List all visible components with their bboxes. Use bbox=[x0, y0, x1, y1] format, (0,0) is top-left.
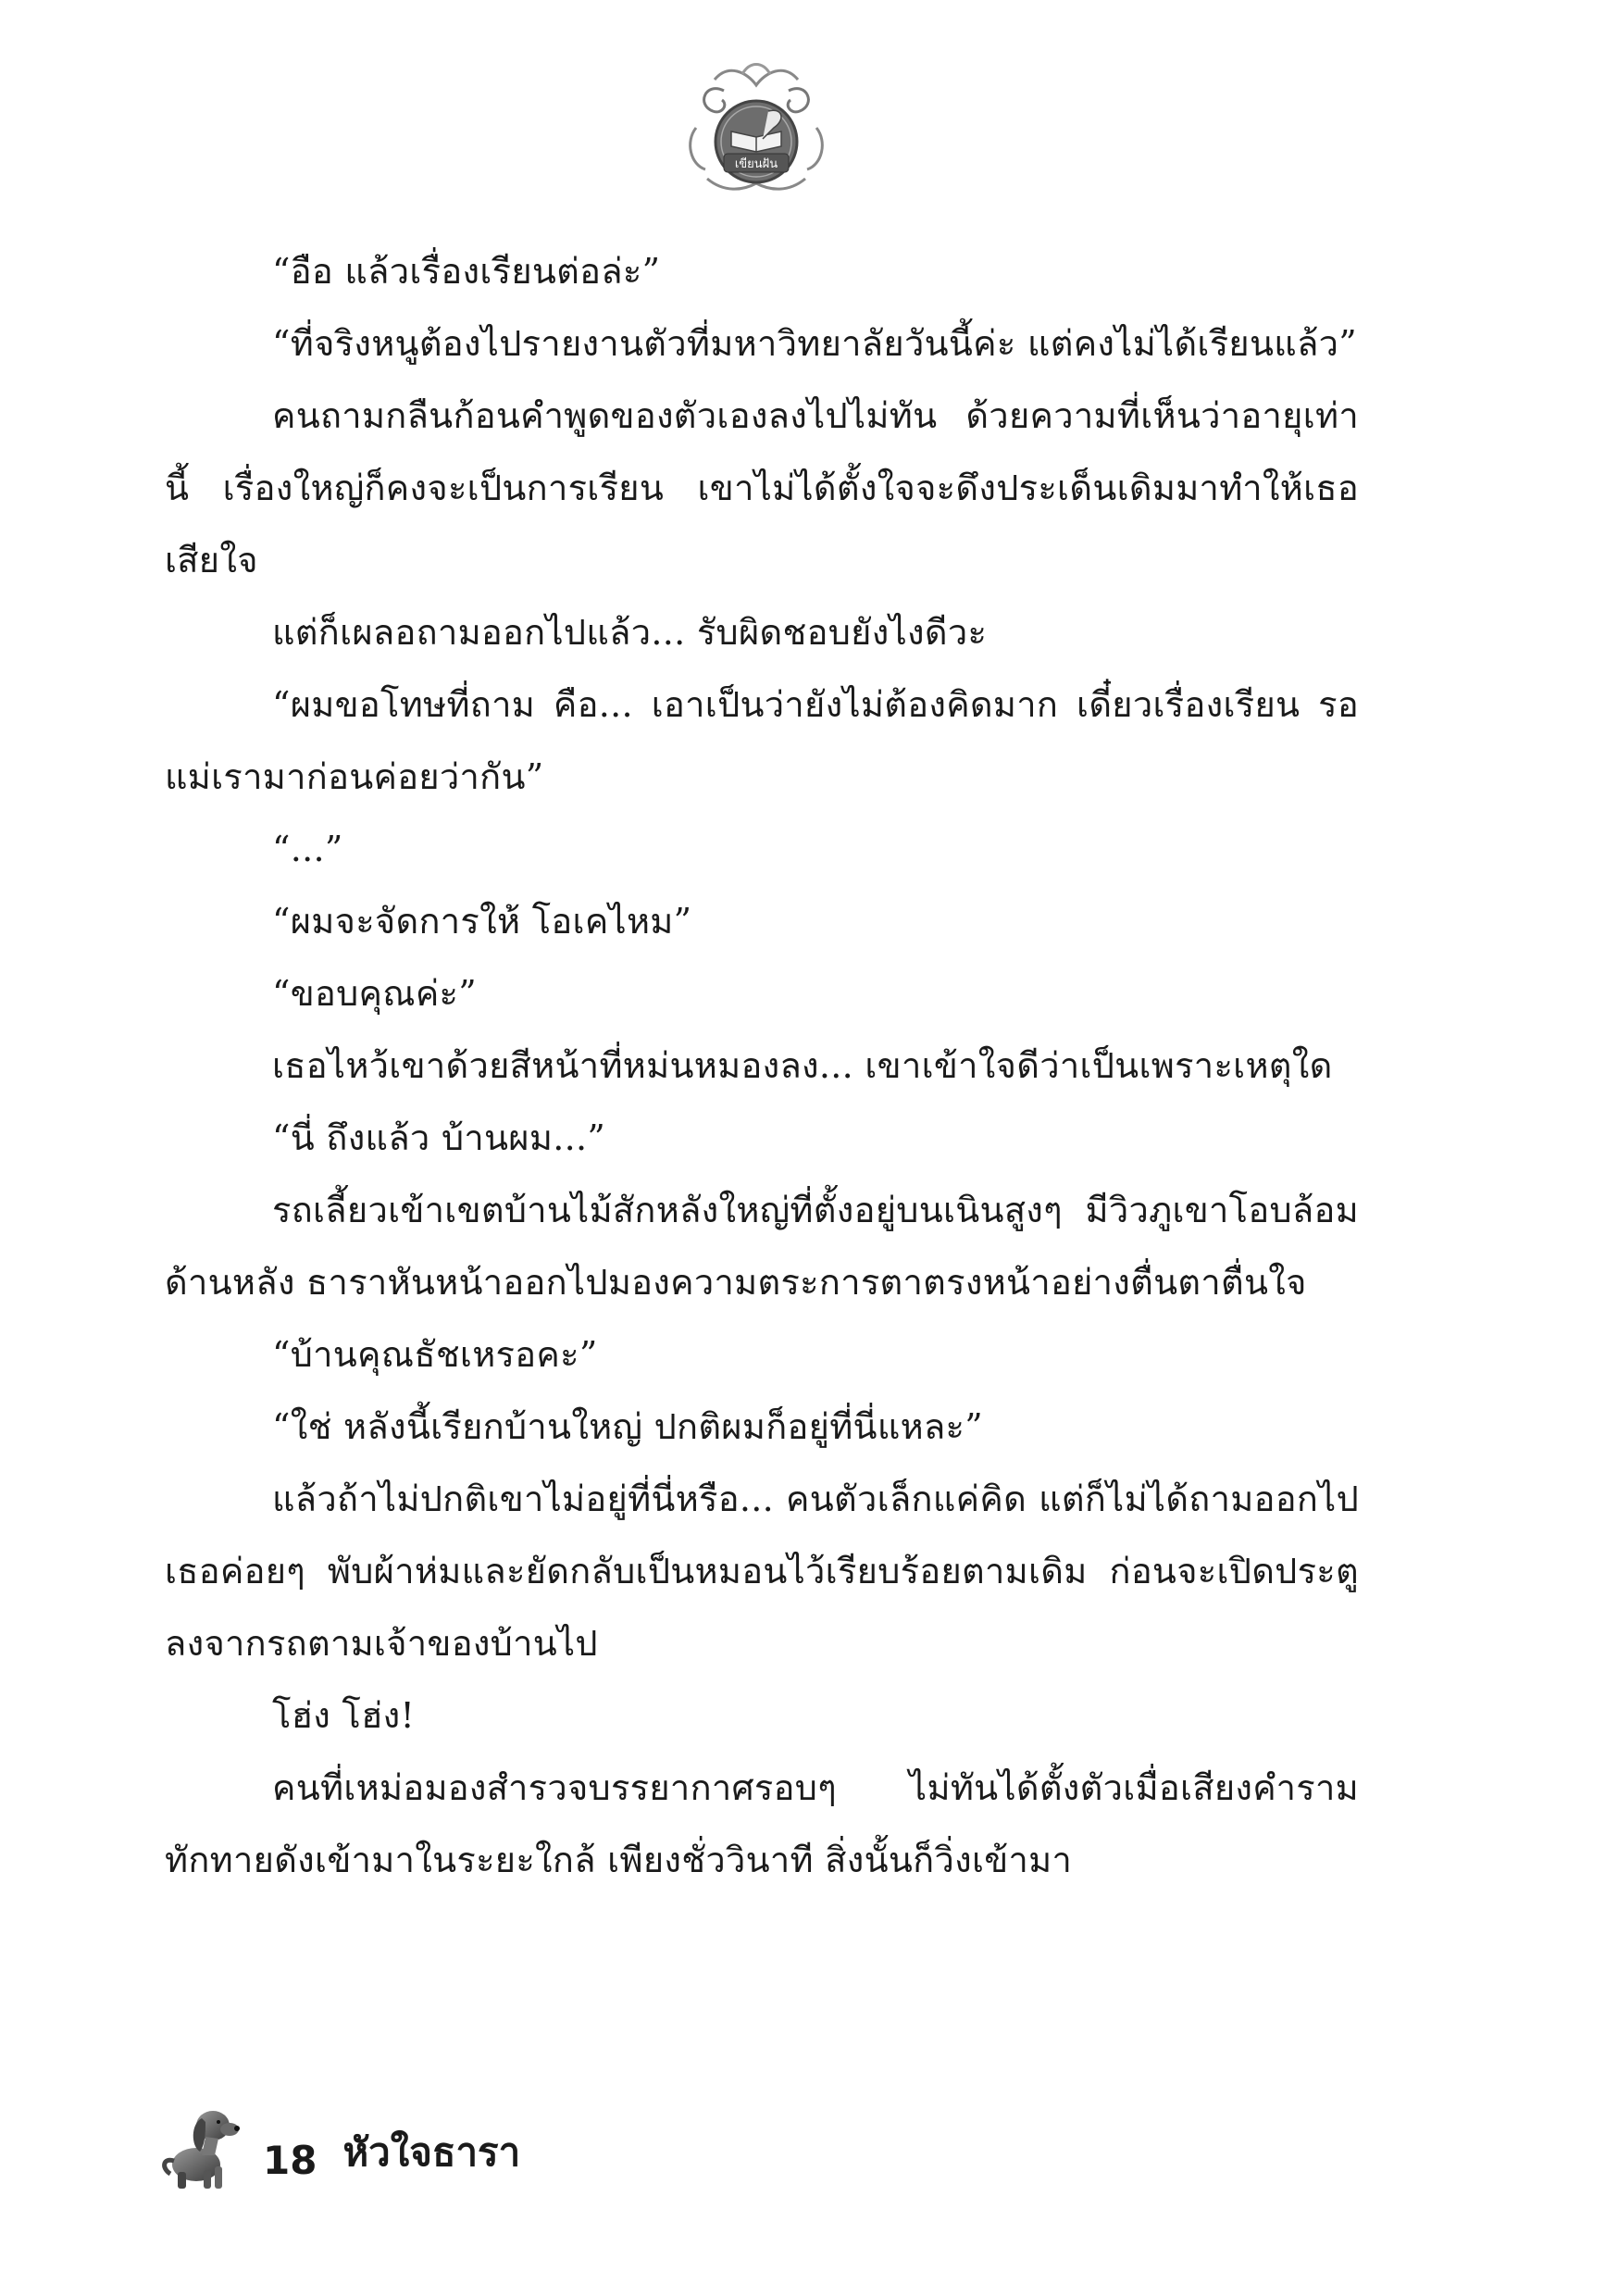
ornament-emblem-icon bbox=[678, 54, 835, 211]
paragraph: แต่ก็เผลอถามออกไปแล้ว... รับผิดชอบยังไงดีวะ bbox=[272, 612, 988, 653]
paragraph: โฮ่ง โฮ่ง! bbox=[272, 1695, 416, 1736]
paragraph: “ขอบคุณค่ะ” bbox=[272, 973, 477, 1014]
dog-icon bbox=[159, 2090, 243, 2190]
page-footer bbox=[159, 2089, 520, 2190]
logo-text: เขียนฝัน bbox=[734, 157, 778, 171]
page-number: 18 bbox=[263, 2138, 317, 2183]
paragraph: “นี่ ถึงแล้ว บ้านผม...” bbox=[272, 1117, 606, 1158]
paragraph: รถเลี้ยวเข้าเขตบ้านไม้สักหลังใหญ่ที่ตั้งอยู่บนเนินสูงๆ มีวิวภูเขาโอบล้อมด้านหลัง ธาราหันหน้าออกไปมองความตระการตาตรงหน้าอย่างตื่นตาตื่นใจ bbox=[165, 1190, 1359, 1303]
paragraph: คนที่เหม่อมองสำรวจบรรยากาศรอบๆ ไม่ทันได้ตั้งตัวเมื่อเสียงคำรามทักทายดังเข้ามาในระยะใกล้ เพียงชั่ววินาที สิ่งนั้นก็วิ่งเข้ามา bbox=[165, 1767, 1359, 1880]
paragraph: แล้วถ้าไม่ปกติเขาไม่อยู่ที่นี่หรือ... คนตัวเล็กแค่คิด แต่ก็ไม่ได้ถามออกไป เธอค่อยๆ พับผ้าห่มและยัดกลับเป็นหมอนไว้เรียบร้อยตามเดิม ก่อนจะเปิดประตูลงจากรถตามเจ้าของบ้านไป bbox=[165, 1479, 1359, 1664]
paragraph: “ผมจะจัดการให้ โอเคไหม” bbox=[272, 901, 692, 942]
paragraph: “ผมขอโทษที่ถาม คือ... เอาเป็นว่ายังไม่ต้องคิดมาก เดี๋ยวเรื่องเรียน รอแม่เรามาก่อนค่อยว่ากัน” bbox=[165, 684, 1359, 797]
book-title: หัวใจธารา bbox=[342, 2129, 521, 2175]
paragraph: “บ้านคุณธัชเหรอคะ” bbox=[272, 1334, 598, 1375]
paragraph: “อือ แล้วเรื่องเรียนต่อล่ะ” bbox=[272, 251, 661, 292]
paragraph: เธอไหว้เขาด้วยสีหน้าที่หม่นหมองลง... เขาเข้าใจดีว่าเป็นเพราะเหตุใด bbox=[272, 1045, 1333, 1086]
paragraph: “ใช่ หลังนี้เรียกบ้านใหญ่ ปกติผมก็อยู่ที่นี่แหละ” bbox=[272, 1406, 983, 1447]
body-text bbox=[165, 235, 1359, 1896]
publisher-logo bbox=[678, 54, 835, 211]
paragraph: คนถามกลืนก้อนคำพูดของตัวเองลงไปไม่ทัน ด้วยความที่เห็นว่าอายุเท่านี้ เรื่องใหญ่ก็คงจะเป็นการเรียน เขาไม่ได้ตั้งใจจะดึงประเด็นเดิมมาทำให้เธอเสียใจ bbox=[165, 395, 1359, 580]
paragraph: “...” bbox=[272, 829, 343, 869]
paragraph: “ที่จริงหนูต้องไปรายงานตัวที่มหาวิทยาลัยวันนี้ค่ะ แต่คงไม่ได้เรียนแล้ว” bbox=[272, 323, 1358, 364]
